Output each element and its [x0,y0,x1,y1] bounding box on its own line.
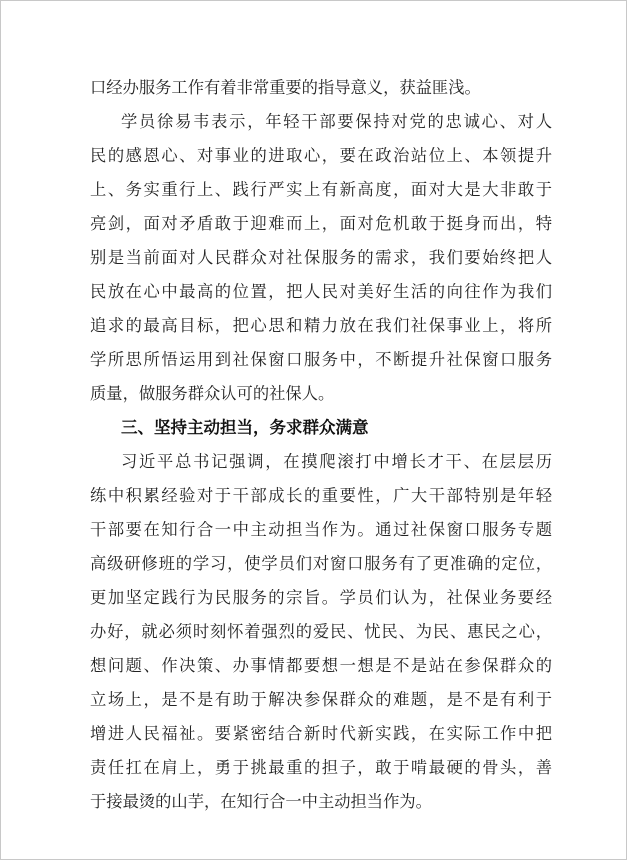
body-line: 办好，就必须时刻怀着强烈的爱民、忧民、为民、惠民之心， [90,622,552,641]
body-line: 亮剑，面对矛盾敢于迎难而上，面对危机敢于挺身而出，特 [90,214,552,233]
paragraph-first-line: 习近平总书记强调，在摸爬滚打中增长才干、在层层历 [121,452,552,471]
body-line: 于接最烫的山芋，在知行合一中主动担当作为。 [90,792,432,811]
paragraph-first-line: 学员徐易韦表示，年轻干部要保持对党的忠诚心、对人 [121,112,552,131]
body-line: 责任扛在肩上，勇于挑最重的担子，敢于啃最硬的骨头，善 [90,758,552,777]
body-line: 高级研修班的学习，使学员们对窗口服务有了更准确的定位， [90,554,552,573]
section-heading: 三、坚持主动担当，务求群众满意 [121,418,369,437]
body-line: 想问题、作决策、办事情都要想一想是不是站在参保群众的 [90,656,552,675]
body-line: 练中积累经验对于干部成长的重要性，广大干部特别是年轻 [90,486,552,505]
body-line: 质量，做服务群众认可的社保人。 [90,384,335,403]
body-line: 立场上，是不是有助于解决参保群众的难题，是不是有利于 [90,690,552,709]
body-line: 增进人民福祉。要紧密结合新时代新实践，在实际工作中把 [90,724,552,743]
body-line: 别是当前面对人民群众对社保服务的需求，我们要始终把人 [90,248,552,267]
document-body [90,71,552,819]
body-line: 学所思所悟运用到社保窗口服务中，不断提升社保窗口服务 [90,350,552,369]
body-line: 民放在心中最高的位置，把人民对美好生活的向往作为我们 [90,282,552,301]
body-line: 民的感恩心、对事业的进取心，要在政治站位上、本领提升 [90,146,552,165]
body-line: 更加坚定践行为民服务的宗旨。学员们认为，社保业务要经 [90,588,552,607]
body-line: 口经办服务工作有着非常重要的指导意义，获益匪浅。 [90,78,481,97]
body-line: 上、务实重行上、践行严实上有新高度，面对大是大非敢于 [90,180,552,199]
body-line: 追求的最高目标，把心思和精力放在我们社保事业上，将所 [90,316,552,335]
body-line: 干部要在知行合一中主动担当作为。通过社保窗口服务专题 [90,520,552,539]
